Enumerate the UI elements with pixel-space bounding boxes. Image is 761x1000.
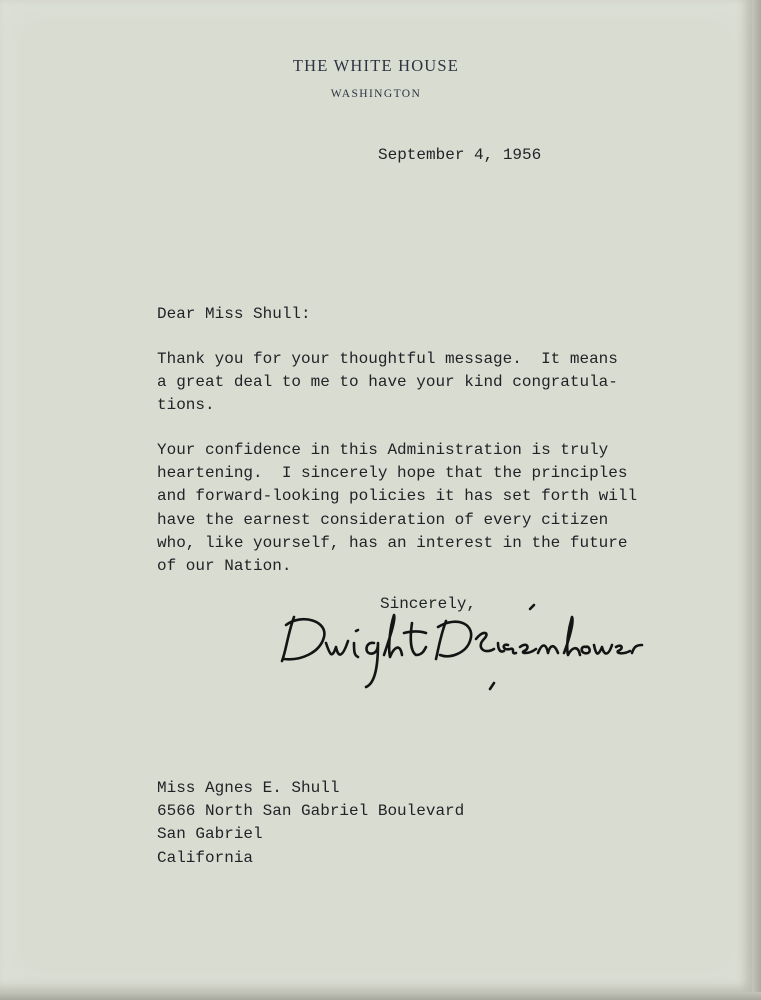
letterhead-title: THE WHITE HOUSE <box>292 56 460 75</box>
paragraph-line: have the earnest consideration of every citizen <box>157 510 609 529</box>
letterhead-subtitle: WASHINGTON <box>330 88 422 100</box>
handwritten-signature <box>280 603 660 708</box>
paragraph-line: Your confidence in this Administration is truly <box>157 441 609 459</box>
recipient-city: San Gabriel <box>157 825 263 844</box>
frame-edge-right <box>752 0 761 1000</box>
paragraph-2 <box>157 439 637 578</box>
closing: Sincerely, <box>380 595 477 613</box>
paragraph-line: and forward-looking policies it has set forth will <box>157 487 638 506</box>
frame-edge-bottom <box>0 992 761 1000</box>
recipient-street: 6566 North San Gabriel Boulevard <box>157 802 465 821</box>
paragraph-line: heartening. I sincerely hope that the principles <box>157 464 628 483</box>
paragraph-1 <box>157 348 618 418</box>
paragraph-line: a great deal to me to have your kind congratula- <box>157 373 618 392</box>
letter-date: September 4, 1956 <box>378 146 542 164</box>
recipient-name: Miss Agnes E. Shull <box>157 779 340 797</box>
recipient-address <box>157 777 464 870</box>
paragraph-line: Thank you for your thoughtful message. It means <box>157 350 618 368</box>
paragraph-line: of our Nation. <box>157 557 292 576</box>
paragraph-line: tions. <box>157 396 215 415</box>
recipient-state: California <box>157 848 254 867</box>
salutation: Dear Miss Shull: <box>157 305 311 323</box>
paragraph-line: who, like yourself, has an interest in the future <box>157 533 628 552</box>
